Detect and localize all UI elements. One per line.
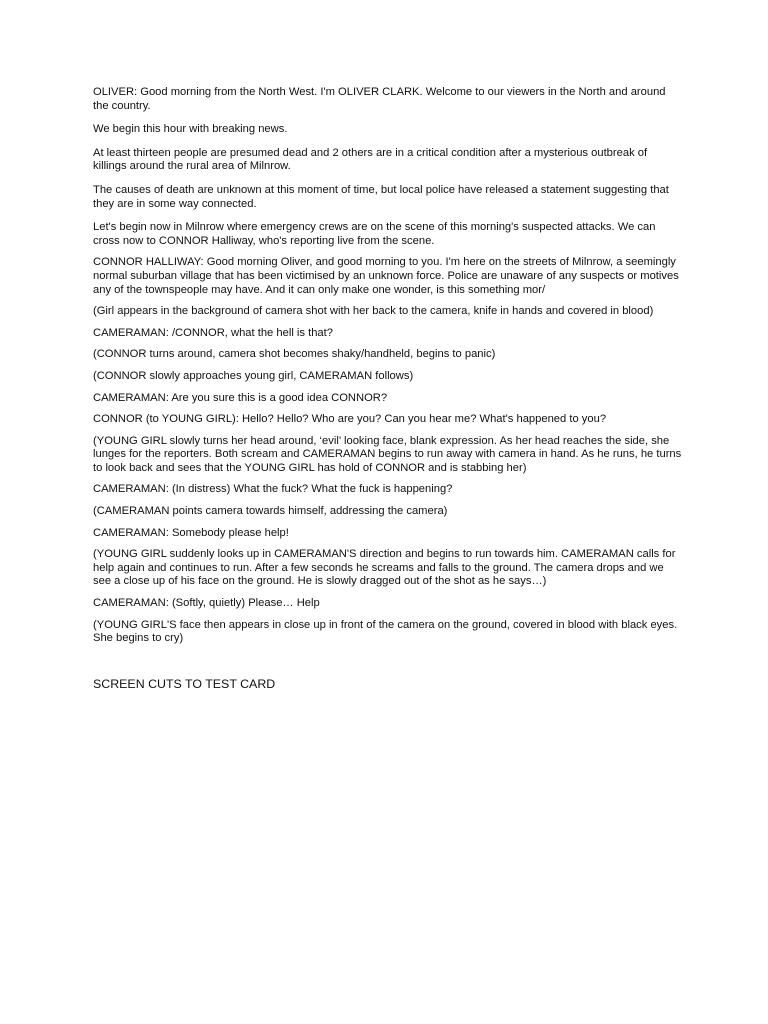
paragraph-connor-turns: (CONNOR turns around, camera shot becomes shaky/handheld, begins to panic)	[93, 348, 496, 361]
paragraph-somebody-help: CAMERAMAN: Somebody please help!	[93, 526, 289, 539]
paragraph-connor-approaches: (CONNOR slowly approaches young girl, CAMERAMAN follows)	[93, 369, 414, 382]
paragraph-girl-appears: (Girl appears in the background of camera shot with her back to the camera, knife in hands and covered in blood)	[93, 305, 654, 318]
paragraph-screen-cuts: SCREEN CUTS TO TEST CARD	[93, 676, 276, 691]
paragraph-cross-to-connor: Let's begin now in Milnrow where emergency crews are on the scene of this morning's suspected attacks. We can cross now to CONNOR Halliway, who's reporting live from the scene.	[93, 221, 656, 247]
paragraph-connor-hello: CONNOR (to YOUNG GIRL): Hello? Hello? Who are you? Can you hear me? What's happened to you?	[93, 413, 607, 426]
paragraph-points-camera: (CAMERAMAN points camera towards himself, addressing the camera)	[93, 505, 448, 518]
paragraph-girl-face: (YOUNG GIRL'S face then appears in close up in front of the camera on the ground, covered in blood with black eyes. She begins to cry)	[93, 618, 678, 645]
paragraph-distress: CAMERAMAN: (In distress) What the fuck? What the fuck is happening?	[93, 483, 453, 496]
paragraph-causes: The causes of death are unknown at this moment of time, but local police have released a statement suggesting that they are in some way connected.	[93, 183, 669, 210]
paragraph-oliver-intro: OLIVER: Good morning from the North West. I'm OLIVER CLARK. Welcome to our viewers in the North and around the country.	[93, 86, 666, 112]
paragraph-good-idea: CAMERAMAN: Are you sure this is a good idea CONNOR?	[93, 391, 388, 404]
paragraph-breaking-news: We begin this hour with breaking news.	[93, 123, 288, 136]
script-text	[93, 86, 683, 701]
paragraph-please-help: CAMERAMAN: (Softly, quietly) Please… Help	[93, 597, 320, 610]
paragraph-cameraman-what: CAMERAMAN: /CONNOR, what the hell is that?	[93, 326, 333, 339]
paragraph-girl-turns: (YOUNG GIRL slowly turns her head around, ‘evil’ looking face, blank expression. As her head reaches the side, she lunges for the reporters. Both scream and CAMERAMAN begins to run away with camera in hand. As he runs, he turns to look back and sees that the YOUNG GIRL has hold of CONNOR and is stabbing her)	[93, 434, 682, 474]
paragraph-girl-looks-up: (YOUNG GIRL suddenly looks up in CAMERAMAN'S direction and begins to run towards him. CAMERAMAN calls for help again and continues to run. After a few seconds he screams and falls to the ground. The camera drops and we see a close up of his face on the ground. He is slowly dragged out of the shot as he says…)	[93, 548, 676, 588]
paragraph-connor-report: CONNOR HALLIWAY: Good morning Oliver, and good morning to you. I'm here on the streets of Milnrow, a seemingly normal suburban village that has been victimised by an unknown force. Police are unaware of any suspects or motives any of the townspeople may have. And it can only make one wonder, is this something mor/	[93, 256, 679, 296]
paragraph-presumed-dead: At least thirteen people are presumed dead and 2 others are in a critical condition after a mysterious outbreak of killings around the rural area of Milnrow.	[93, 146, 648, 173]
